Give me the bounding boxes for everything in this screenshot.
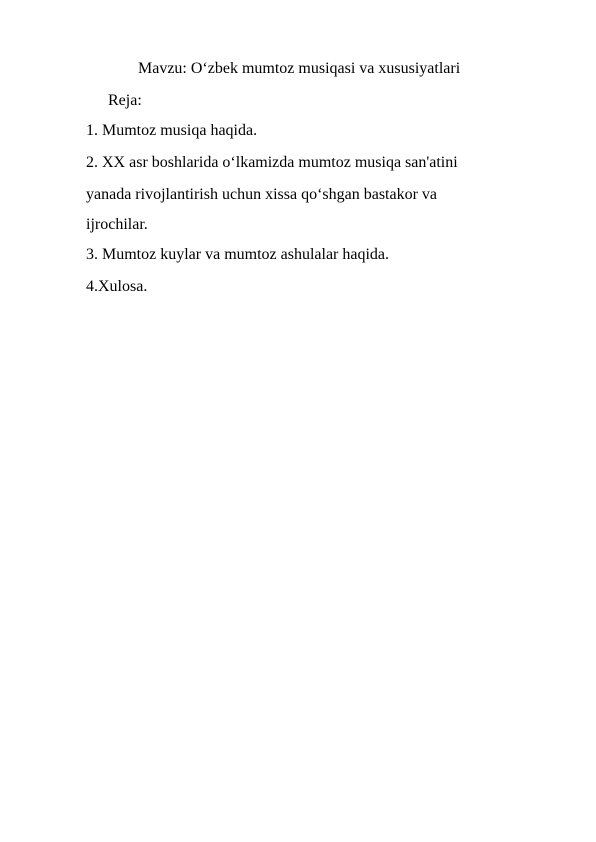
plan-item-2-line-3: ijrochilar. (86, 216, 148, 233)
plan-item-3: 3. Mumtoz kuylar va mumtoz ashulalar haqida. (86, 246, 390, 263)
plan-label: Reja: (108, 92, 142, 109)
plan-item-2-line-2: yanada rivojlantirish uchun xissa qo‘shgan bastakor va (86, 186, 438, 203)
plan-item-4: 4.Xulosa. (86, 278, 148, 295)
plan-item-2-line-1: 2. XX asr boshlarida o‘lkamizda mumtoz musiqa san'atini (86, 154, 458, 171)
document-title: Mavzu: O‘zbek mumtoz musiqasi va xususiyatlari (138, 60, 461, 77)
plan-item-1: 1. Mumtoz musiqa haqida. (86, 122, 258, 139)
